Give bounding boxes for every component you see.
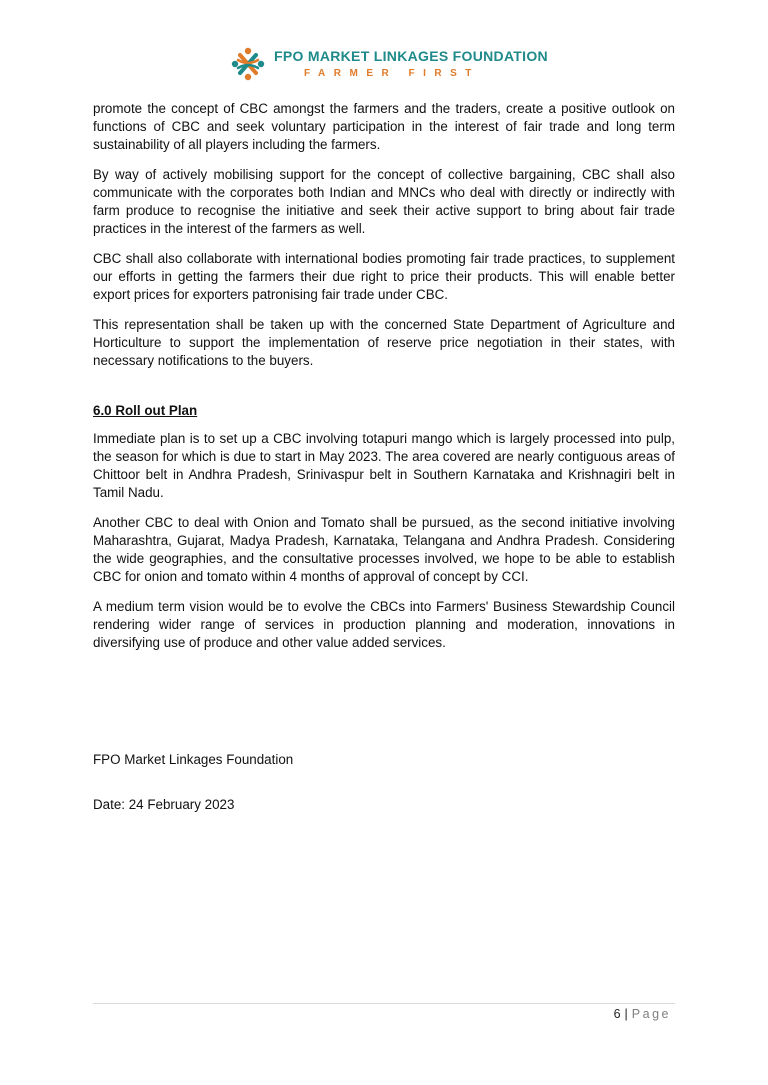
page-number-value: 6 — [613, 1007, 621, 1021]
body-paragraph: This representation shall be taken up with the concerned State Department of Agriculture and Horticulture to support the implementation of reserve price negotiation in their states, with necessary notifications to the buyers. — [93, 317, 675, 368]
document-date: Date: 24 February 2023 — [93, 797, 235, 812]
body-paragraph: promote the concept of CBC amongst the farmers and the traders, create a positive outlook on functions of CBC and seek voluntary participation in the interest of fair trade and long term sustainability of all players including the farmers. — [93, 101, 675, 152]
body-paragraph: Immediate plan is to set up a CBC involving totapuri mango which is largely processed into pulp, the season for which is due to start in May 2023. The area covered are nearly contiguous areas of Chittoor belt in Andhra Pradesh, Srinivaspur belt in Southern Karnataka and Krishnagiri belt in Tamil Nadu. — [93, 431, 675, 500]
brand-name: FPO MARKET LINKAGES FOUNDATION — [274, 48, 548, 64]
signoff-organization: FPO Market Linkages Foundation — [93, 752, 294, 767]
body-paragraph: By way of actively mobilising support for the concept of collective bargaining, CBC shall also communicate with the corporates both Indian and MNCs who deal with directly or indirectly with farm produce to recognise the initiative and seek their active support to bring about fair trade practices in the interest of the farmers as well. — [93, 167, 675, 236]
footer-divider — [93, 1003, 675, 1004]
page-header — [230, 46, 550, 86]
body-paragraph: CBC shall also collaborate with international bodies promoting fair trade practices, to supplement our efforts in getting the farmers their due right to price their products. This will enable better export prices for exporters patronising fair trade under CBC. — [93, 251, 675, 302]
page-separator: | — [624, 1007, 628, 1021]
page-number — [614, 1007, 671, 1021]
body-paragraph: A medium term vision would be to evolve the CBCs into Farmers' Business Stewardship Council rendering wider range of services in production planning and moderation, innovations in diversifying use of produce and other value added services. — [93, 599, 675, 650]
brand-tagline: FARMER FIRST — [304, 68, 480, 79]
section-heading: 6.0 Roll out Plan — [93, 403, 198, 418]
document-body — [93, 100, 675, 664]
body-paragraph: Another CBC to deal with Onion and Tomato shall be pursued, as the second initiative involving Maharashtra, Gujarat, Madya Pradesh, Karnataka, Telangana and Andhra Pradesh. Considering the wide geographies, and the consultative processes involved, we hope to be able to establish CBC for onion and tomato within 4 months of approval of concept by CCI. — [93, 515, 675, 584]
page-label: Page — [631, 1007, 671, 1021]
farmers-circle-logo-icon — [230, 46, 266, 82]
